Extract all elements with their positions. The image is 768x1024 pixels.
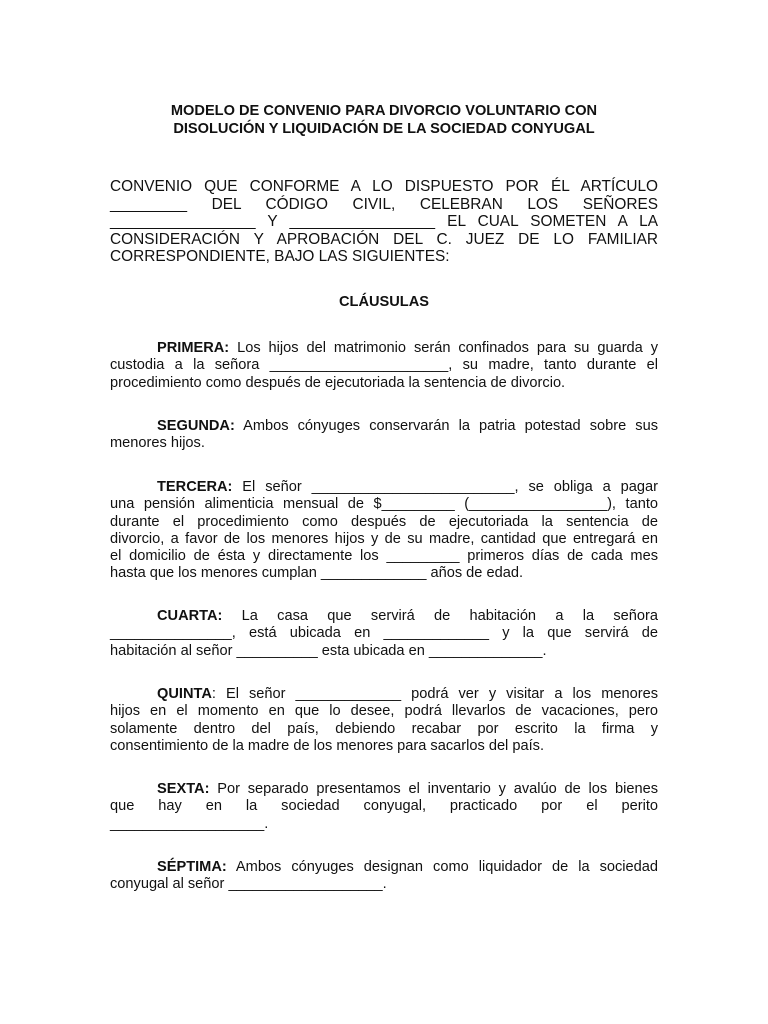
clause-first-line [110, 859, 658, 876]
clause-line: el domicilio de ésta y directamente los _________ primeros días de cada mes [110, 548, 658, 565]
intro-line: _________________ Y _________________ EL CUAL SOMETEN A LA [110, 213, 658, 230]
clause-line: menores hijos. [110, 435, 205, 452]
clause-line: ___________________. [110, 815, 269, 832]
clause-line: durante el procedimiento como después de ejecutoriada la sentencia de [110, 513, 658, 530]
clause-quinta [110, 686, 658, 755]
clause-text: : El señor _____________ podrá ver y visitar a los menores [211, 686, 658, 702]
document-title [110, 102, 658, 138]
intro-line: CORRESPONDIENTE, BAJO LAS SIGUIENTES: [110, 248, 450, 265]
clause-label: SEGUNDA: [157, 418, 235, 434]
clause-text: Ambos cónyuges conservarán la patria potestad sobre sus [234, 418, 658, 434]
clause-label: TERCERA: [157, 479, 233, 495]
clause-line: custodia a la señora ______________________, su madre, tanto durante el [110, 357, 658, 374]
clause-first-line [110, 340, 658, 357]
clause-line: habitación al señor __________ esta ubicada en ______________. [110, 642, 547, 659]
clause-line: hasta que los menores cumplan _____________ años de edad. [110, 565, 523, 582]
clause-label: SÉPTIMA: [157, 859, 227, 875]
clause-label: PRIMERA: [157, 340, 230, 356]
clause-line: una pensión alimenticia mensual de $_________ (_________________), tanto [110, 496, 658, 513]
intro-line: CONSIDERACIÓN Y APROBACIÓN DEL C. JUEZ DE LO FAMILIAR [110, 230, 658, 248]
clause-label: CUARTA: [157, 608, 223, 624]
clause-cuarta [110, 608, 658, 660]
clause-tercera [110, 479, 658, 583]
intro-line: CONVENIO QUE CONFORME A LO DISPUESTO POR ÉL ARTÍCULO [110, 178, 658, 195]
clause-line: divorcio, a favor de los menores hijos y de su madre, cantidad que entregará en [110, 530, 658, 547]
clause-first-line [110, 418, 658, 435]
clause-text: La casa que servirá de habitación a la señora [222, 608, 658, 624]
clause-text: Por separado presentamos el inventario y avalúo de los bienes [209, 781, 658, 797]
clause-primera [110, 340, 658, 392]
clause-segunda [110, 418, 658, 453]
clause-line: solamente dentro del país, debiendo recabar por escrito la firma y [110, 720, 658, 737]
clause-label: QUINTA [157, 686, 212, 702]
clause-text: El señor _________________________, se obliga a pagar [232, 479, 658, 495]
clause-first-line [110, 479, 658, 496]
clause-first-line [110, 608, 658, 625]
clause-text: Ambos cónyuges designan como liquidador de la sociedad [226, 859, 658, 875]
clause-line: _______________, está ubicada en _____________ y la que servirá de [110, 625, 658, 642]
clause-first-line [110, 686, 658, 703]
clause-first-line [110, 781, 658, 798]
clause-text: Los hijos del matrimonio serán confinados para su guarda y [229, 340, 658, 356]
clause-line: consentimiento de la madre de los menores para sacarlos del país. [110, 737, 544, 754]
clause-line: hijos en el momento en que lo desee, podrá llevarlos de vacaciones, pero [110, 703, 658, 720]
intro-paragraph [110, 178, 658, 266]
clause-label: SEXTA: [157, 781, 210, 797]
clause-line: procedimiento como después de ejecutoriada la sentencia de divorcio. [110, 374, 566, 391]
title-line: DISOLUCIÓN Y LIQUIDACIÓN DE LA SOCIEDAD CONYUGAL [173, 121, 595, 137]
clause-sexta [110, 781, 658, 833]
title-line: MODELO DE CONVENIO PARA DIVORCIO VOLUNTARIO CON [170, 103, 598, 119]
clause-line: que hay en la sociedad conyugal, practicado por el perito [110, 798, 658, 815]
clause-septima [110, 859, 658, 894]
clause-line: conyugal al señor ___________________. [110, 876, 387, 893]
intro-line: _________ DEL CÓDIGO CIVIL, CELEBRAN LOS SEÑORES [110, 195, 658, 213]
clauses-heading: CLÁUSULAS [339, 294, 429, 310]
